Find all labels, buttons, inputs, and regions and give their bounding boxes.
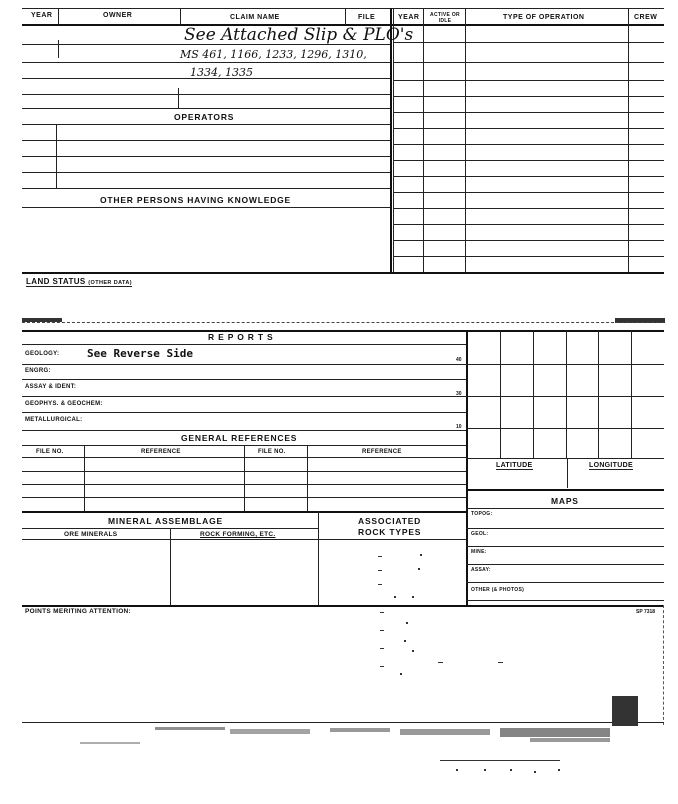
- maps-assay: ASSAY:: [471, 567, 491, 573]
- header-file: FILE: [358, 14, 376, 21]
- report-assay-label: ASSAY & IDENT:: [25, 384, 77, 390]
- report-geology-label: GEOLOGY:: [25, 351, 60, 357]
- handwritten-see-attached: See Attached Slip & PLO's: [184, 25, 414, 45]
- maps-other: OTHER (& PHOTOS): [471, 587, 525, 593]
- operators-label: OPERATORS: [174, 112, 235, 122]
- reports-title: R E P O R T S: [208, 332, 274, 342]
- land-status-sub: (OTHER DATA): [88, 280, 132, 286]
- report-metallurgical-label: METALLURGICAL:: [25, 417, 83, 423]
- other-persons-label: OTHER PERSONS HAVING KNOWLEDGE: [100, 195, 292, 205]
- report-metallurgical-num: 10: [456, 424, 462, 430]
- report-engrg-label: ENGRG:: [25, 368, 51, 374]
- header-type-of-operation: TYPE OF OPERATION: [503, 14, 585, 21]
- land-status-label: [26, 277, 132, 287]
- maps-mine: MINE:: [471, 549, 487, 555]
- genref-header-reference-2: REFERENCE: [362, 449, 402, 455]
- general-references-title: GENERAL REFERENCES: [181, 433, 298, 443]
- form-code: SP 7318: [636, 609, 656, 615]
- genref-header-file-no-2: FILE NO.: [258, 449, 286, 455]
- rock-types-label: ROCK TYPES: [358, 527, 422, 537]
- mineral-assemblage-title: MINERAL ASSEMBLAGE: [108, 516, 223, 526]
- report-geology-num: 40: [456, 357, 462, 363]
- header-crew: CREW: [634, 14, 658, 21]
- header-year-right: YEAR: [398, 14, 420, 21]
- handwritten-claim-numbers: MS 461, 1166, 1233, 1296, 1310,: [180, 48, 367, 61]
- maps-title: MAPS: [551, 496, 579, 506]
- report-geophys-label: GEOPHYS. & GEOCHEM:: [25, 401, 103, 407]
- genref-header-file-no: FILE NO.: [36, 449, 64, 455]
- latitude-label: LATITUDE: [496, 462, 533, 469]
- handwritten-claim-numbers-cont: 1334, 1335: [190, 66, 253, 79]
- header-active-or-idle: ACTIVE OR IDLE: [430, 12, 460, 24]
- header-claim-name: CLAIM NAME: [230, 14, 280, 21]
- land-status-title: LAND STATUS: [26, 277, 86, 286]
- rock-forming-label: ROCK FORMING, ETC.: [200, 531, 276, 538]
- genref-header-reference: REFERENCE: [141, 449, 181, 455]
- associated-label: ASSOCIATED: [358, 516, 422, 526]
- report-assay-num: 30: [456, 391, 462, 397]
- ore-minerals-label: ORE MINERALS: [64, 531, 118, 538]
- points-meriting-attention-label: POINTS MERITING ATTENTION:: [25, 608, 132, 615]
- report-geology-value: See Reverse Side: [87, 347, 193, 360]
- header-year: YEAR: [31, 12, 53, 19]
- longitude-label: LONGITUDE: [589, 462, 633, 469]
- header-owner: OWNER: [103, 12, 133, 19]
- maps-geol: GEOL:: [471, 531, 489, 537]
- maps-topog: TOPOG:: [471, 511, 493, 517]
